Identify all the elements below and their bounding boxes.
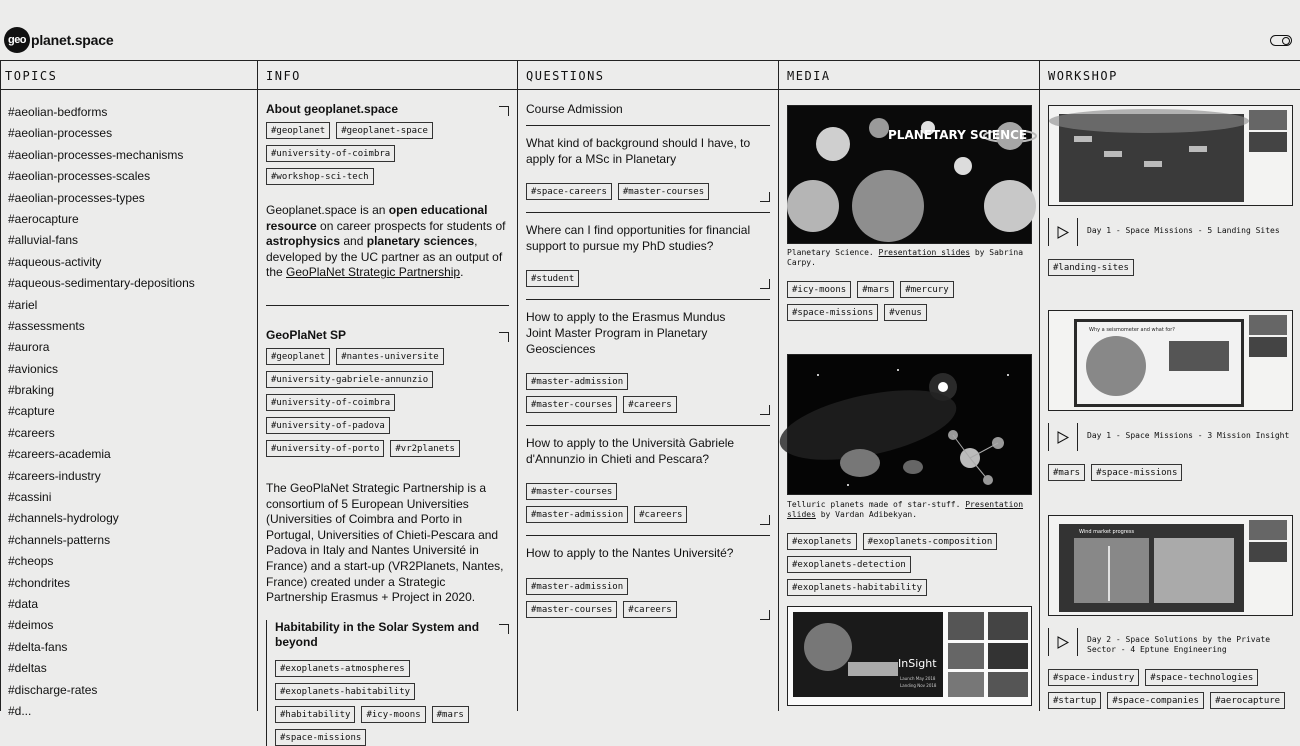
workshop-video-title[interactable]: Day 1 - Space Missions - 5 Landing Sites <box>1087 226 1280 235</box>
slide-title: Wind market progress <box>1079 529 1135 535</box>
topic-link[interactable]: #aqueous-activity <box>8 254 102 269</box>
question-tags <box>526 373 716 413</box>
play-icon <box>1057 431 1069 444</box>
tag[interactable]: #space-industry <box>1048 669 1139 686</box>
mission-insight-screenshot <box>1049 311 1294 412</box>
workshop-tags <box>1048 259 1288 276</box>
topic-link[interactable]: #braking <box>8 383 55 398</box>
question-text: What kind of background should I have, to apply for a MSc in Planetary <box>526 136 751 166</box>
sp-text: The GeoPlaNet Strategic Partnership is a consortium of 5 European Universities (Universities of Coimbra and Porto in Portugal, Universities of Chieti-Pescara and Padova in Italy and Nantes Université in France) and a start-up (VR2Planets, Nantes, France) created under a Strategic Partnership Erasmus + Project in 2020. <box>266 480 504 605</box>
media-heading: MEDIA <box>779 60 1039 90</box>
questions-section-title: Course Admission <box>526 102 623 116</box>
about-card[interactable] <box>266 102 509 281</box>
play-button[interactable] <box>1048 628 1078 656</box>
topic-link[interactable]: #discharge-rates <box>8 682 98 697</box>
question-tags <box>526 183 716 200</box>
tag[interactable]: #vr2planets <box>390 440 460 457</box>
expand-corner-icon[interactable] <box>760 192 770 202</box>
topic-link[interactable]: #channels-patterns <box>8 532 111 547</box>
topic-link[interactable]: #assessments <box>8 318 85 333</box>
about-text-part: and <box>340 234 367 249</box>
tag[interactable]: #icy-moons <box>361 706 425 723</box>
topic-link[interactable]: #d... <box>8 703 32 718</box>
tag[interactable]: #geoplanet <box>266 122 330 139</box>
question-card[interactable] <box>526 126 770 212</box>
tag[interactable]: #space-missions <box>275 729 366 746</box>
tag[interactable]: #geoplanet-space <box>336 122 433 139</box>
expand-corner-icon[interactable] <box>760 515 770 525</box>
presentation-slides-link[interactable]: Presentation slides <box>878 248 971 257</box>
about-text-bold: planetary sciences <box>366 234 475 249</box>
question-tags <box>526 483 716 523</box>
tag[interactable]: #exoplanets <box>787 533 857 550</box>
tag[interactable]: #space-companies <box>1107 692 1204 709</box>
tag[interactable]: #landing-sites <box>1048 259 1134 276</box>
divider <box>266 305 509 306</box>
about-tags <box>266 122 466 185</box>
topic-link[interactable]: #cassini <box>8 490 52 505</box>
tag[interactable]: #student <box>526 270 579 287</box>
tag[interactable]: #startup <box>1048 692 1101 709</box>
presentation-slides-link[interactable]: Presentation slides <box>787 500 1024 519</box>
tag[interactable]: #habitability <box>275 706 355 723</box>
planetary-science-title: PLANETARY SCIENCE <box>888 128 1028 142</box>
caption-text: Planetary Science. <box>787 248 879 257</box>
question-card[interactable] <box>526 536 770 630</box>
play-button[interactable] <box>1048 423 1078 451</box>
question-text: How to apply to the Nantes Université? <box>526 546 734 561</box>
topic-link[interactable]: #avionics <box>8 361 59 376</box>
info-column <box>257 60 517 743</box>
media-caption <box>787 500 1032 519</box>
logo-mark: geo <box>4 27 30 53</box>
tag[interactable]: #icy-moons <box>787 281 851 298</box>
tag[interactable]: #careers <box>634 506 687 523</box>
site-logo[interactable] <box>4 27 113 53</box>
expand-corner-icon[interactable] <box>499 332 509 342</box>
slide-title: Why a seismometer and what for? <box>1089 327 1175 333</box>
topic-link[interactable]: #deltas <box>8 661 47 676</box>
insight-landing: Landing Nov 2018 <box>900 683 937 688</box>
workshop-video-thumbnail[interactable] <box>1048 105 1293 206</box>
media-tags <box>787 533 1027 596</box>
expand-corner-icon[interactable] <box>760 610 770 620</box>
tag[interactable]: #university-of-coimbra <box>266 394 395 411</box>
landing-sites-screenshot <box>1049 106 1294 207</box>
site-header <box>0 0 1300 60</box>
about-text-part: , developed by the UC partner as an output of the <box>266 234 503 280</box>
topic-link[interactable]: #capture <box>8 404 55 419</box>
topic-link[interactable]: #alluvial-fans <box>8 233 79 248</box>
workshop-video-title[interactable]: Day 1 - Space Missions - 3 Mission Insight <box>1087 431 1290 440</box>
about-text-part: Geoplanet.space is an <box>266 203 389 217</box>
question-text: How to apply to the Erasmus Mundus Joint Master Program in Planetary Geosciences <box>526 310 726 356</box>
tag[interactable]: #aerocapture <box>1210 692 1285 709</box>
about-text-bold: open educational resource <box>266 203 488 233</box>
topic-link[interactable]: #careers-industry <box>8 468 101 483</box>
expand-corner-icon[interactable] <box>760 405 770 415</box>
media-caption <box>787 248 1032 267</box>
star-stuff-illustration <box>788 355 1033 496</box>
tag[interactable]: #exoplanets-composition <box>863 533 998 550</box>
theme-toggle[interactable] <box>1270 35 1292 46</box>
tag[interactable]: #workshop-sci-tech <box>266 168 374 185</box>
topic-link[interactable]: #ariel <box>8 297 38 312</box>
expand-corner-icon[interactable] <box>499 106 509 116</box>
topic-link[interactable]: #data <box>8 596 39 611</box>
tag[interactable]: #university-of-porto <box>266 440 384 457</box>
tag[interactable]: #master-admission <box>526 373 628 390</box>
tag[interactable]: #master-admission <box>526 578 628 595</box>
caption-text: by Vardan Adibekyan. <box>815 509 918 519</box>
info-heading: INFO <box>258 60 517 90</box>
tag[interactable]: #exoplanets-detection <box>787 556 911 573</box>
question-text: Where can I find opportunities for financial support to pursue my PhD studies? <box>526 223 751 253</box>
expand-corner-icon[interactable] <box>499 624 509 634</box>
questions-list <box>518 90 778 630</box>
question-tags <box>526 270 716 287</box>
eptune-screenshot <box>1049 516 1294 617</box>
question-card[interactable] <box>526 300 770 425</box>
logo-text: planet.space <box>31 32 114 48</box>
tag[interactable]: #master-courses <box>526 483 617 500</box>
topic-link[interactable]: #aeolian-processes <box>8 126 113 141</box>
tag[interactable]: #master-admission <box>526 506 628 523</box>
topic-link[interactable]: #aerocapture <box>8 211 79 226</box>
topic-link[interactable]: #cheops <box>8 554 54 569</box>
tag[interactable]: #exoplanets-habitability <box>275 683 415 700</box>
workshop-heading: WORKSHOP <box>1040 60 1300 90</box>
workshop-video-thumbnail[interactable] <box>1048 515 1293 616</box>
topics-column <box>0 60 257 718</box>
about-text-part: . <box>460 265 464 280</box>
caption-text: by Sabrina Carpy. <box>787 248 1024 267</box>
tag[interactable]: #venus <box>884 304 927 321</box>
topics-heading: TOPICS <box>1 60 257 90</box>
topic-link[interactable]: #delta-fans <box>8 639 68 654</box>
tag[interactable]: #exoplanets-atmospheres <box>275 660 410 677</box>
topic-link[interactable]: #aeolian-processes-scales <box>8 169 151 184</box>
tag[interactable]: #master-courses <box>618 183 709 200</box>
tag[interactable]: #exoplanets-habitability <box>787 579 927 596</box>
sp-title: GeoPlaNet SP <box>266 327 347 342</box>
topic-link[interactable]: #aeolian-processes-mechanisms <box>8 147 184 162</box>
tag[interactable]: #master-courses <box>526 601 617 618</box>
topic-link[interactable]: #chondrites <box>8 575 71 590</box>
about-text-part: on career prospects for students of <box>316 218 506 233</box>
hab-tags <box>275 660 475 746</box>
play-button[interactable] <box>1048 218 1078 246</box>
tag[interactable]: #mercury <box>900 281 953 298</box>
about-title: About geoplanet.space <box>266 102 399 116</box>
planetary-science-image[interactable] <box>787 105 1032 244</box>
insight-illustration <box>788 607 1033 707</box>
topic-link[interactable]: #aurora <box>8 340 50 355</box>
expand-corner-icon[interactable] <box>760 279 770 289</box>
tag[interactable]: #careers <box>623 396 676 413</box>
tag[interactable]: #space-careers <box>526 183 612 200</box>
tag[interactable]: #careers <box>623 601 676 618</box>
topic-link[interactable]: #careers <box>8 425 55 440</box>
sp-card[interactable] <box>266 328 509 606</box>
tag[interactable]: #university-of-padova <box>266 417 390 434</box>
planetary-science-illustration <box>788 106 1033 245</box>
tag[interactable]: #nantes-universite <box>336 348 444 365</box>
hab-card[interactable] <box>266 620 509 746</box>
media-tags <box>787 281 967 321</box>
about-text-bold: astrophysics <box>266 234 341 249</box>
topic-link[interactable]: #aqueous-sedimentary-depositions <box>8 276 195 291</box>
tag[interactable]: #geoplanet <box>266 348 330 365</box>
topic-link[interactable]: #aeolian-bedforms <box>8 105 108 119</box>
insight-image[interactable] <box>787 606 1032 706</box>
workshop-video-title[interactable]: Day 2 - Space Solutions by the Private Sector - 4 Eptune Engineering <box>1087 635 1271 654</box>
tag[interactable]: #mars <box>432 706 469 723</box>
insight-launch: Launch May 2018 <box>900 676 936 681</box>
tag[interactable]: #mars <box>857 281 894 298</box>
topic-link[interactable]: #aeolian-processes-types <box>8 190 145 205</box>
tag[interactable]: #mars <box>1048 464 1085 481</box>
topic-link[interactable]: #channels-hydrology <box>8 511 119 526</box>
question-card[interactable] <box>526 213 770 299</box>
tag[interactable]: #master-courses <box>526 396 617 413</box>
workshop-tags <box>1048 464 1288 481</box>
workshop-tags <box>1048 669 1298 709</box>
insight-title: InSight <box>898 657 937 670</box>
questions-column <box>517 60 778 711</box>
tag[interactable]: #space-missions <box>1091 464 1182 481</box>
play-icon <box>1057 226 1069 239</box>
topics-list <box>1 90 257 724</box>
media-column <box>778 60 1039 711</box>
caption-text: Telluric planets made of star-stuff. <box>787 500 966 509</box>
about-text <box>266 203 509 281</box>
tag[interactable]: #university-of-coimbra <box>266 145 395 162</box>
play-icon <box>1057 636 1069 649</box>
topic-link[interactable]: #deimos <box>8 618 54 633</box>
workshop-video-thumbnail[interactable] <box>1048 310 1293 411</box>
question-card[interactable] <box>526 426 770 535</box>
question-tags <box>526 578 716 618</box>
tag[interactable]: #space-missions <box>787 304 878 321</box>
workshop-column <box>1039 60 1300 711</box>
geoplanet-sp-link[interactable]: GeoPlaNet Strategic Partnership <box>286 265 461 280</box>
tag[interactable]: #university-gabriele-annunzio <box>266 371 433 388</box>
star-stuff-image[interactable] <box>787 354 1032 495</box>
topic-link[interactable]: #careers-academia <box>8 447 111 462</box>
question-text: How to apply to the Università Gabriele d'Annunzio in Chieti and Pescara? <box>526 436 735 466</box>
questions-heading: QUESTIONS <box>518 60 778 90</box>
hab-title: Habitability in the Solar System and beyond <box>275 619 480 650</box>
tag[interactable]: #space-technologies <box>1145 669 1258 686</box>
sp-tags <box>266 348 486 457</box>
